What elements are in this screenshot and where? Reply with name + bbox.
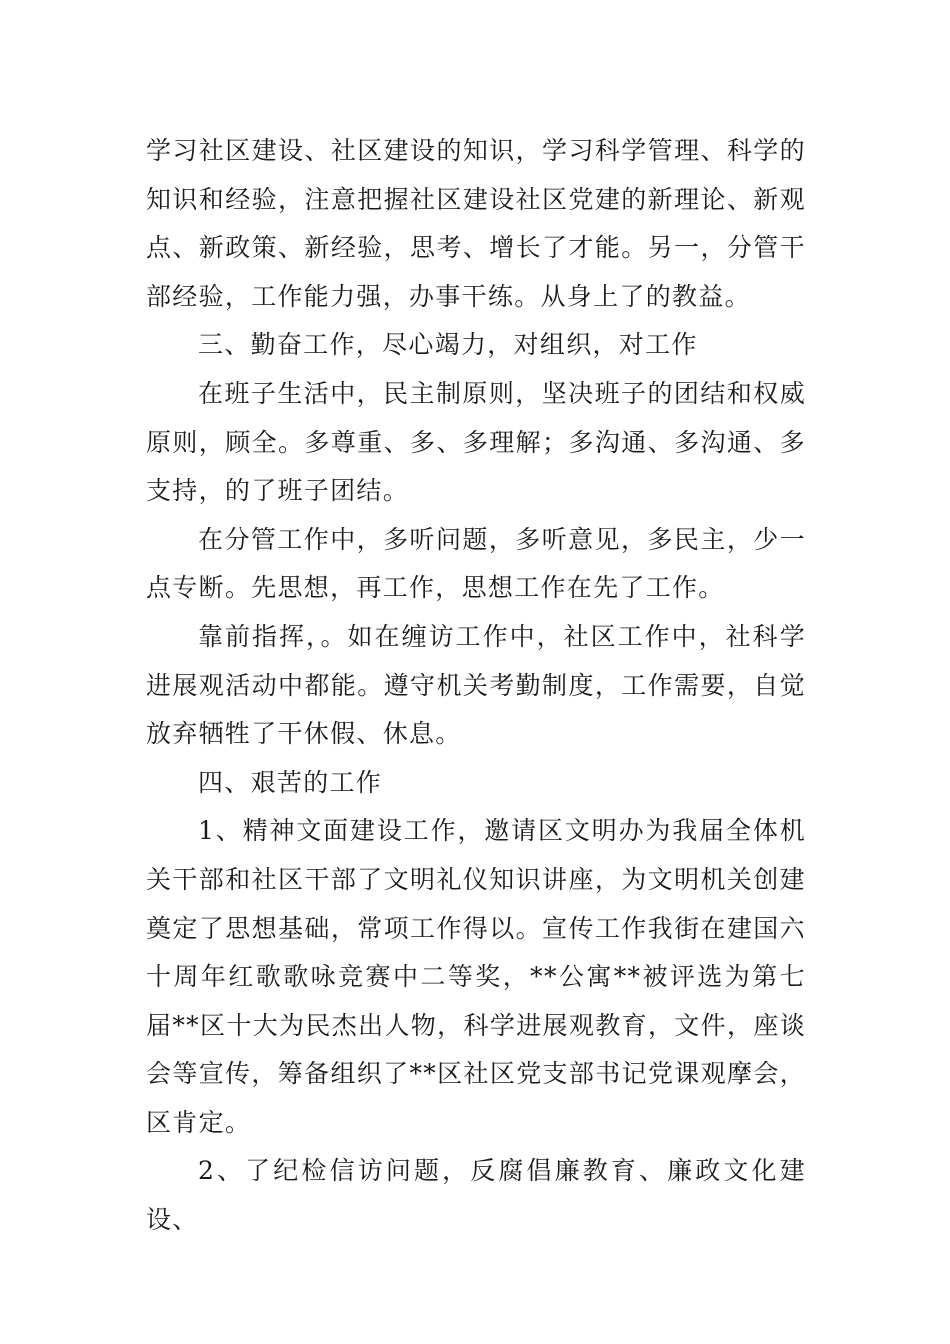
paragraph-item-2: 2、了纪检信访问题，反腐倡廉教育、廉政文化建设、 <box>146 1156 806 1235</box>
heading-section-3: 三、勤奋工作，尽心竭力，对组织，对工作 <box>198 330 698 360</box>
paragraph-command: 靠前指挥，。如在缠访工作中，社区工作中，社科学进展观活动中都能。遵守机关考勤制度，工作需要，自觉放弃牺牲了干休假、休息。 <box>146 621 806 749</box>
heading-section-4: 四、艰苦的工作 <box>198 767 383 797</box>
paragraph-item-1: 1、精神文面建设工作，邀请区文明办为我届全体机关干部和社区干部了文明礼仪知识讲座，为文明机关创建奠定了思想基础，常项工作得以。宣传工作我街在建国六十周年红歌歌咏竞赛中二等奖，**公寓**被评选为第七届**区十大为民杰出人物，科学进展观教育，文件，座谈会等宣传，筹备组织了**区社区党支部书记党课观摩会，区肯定。 <box>146 816 806 1137</box>
paragraph-managed-work: 在分管工作中，多听问题，多听意见，多民主，少一点专断。先思想，再工作，思想工作在先了工作。 <box>146 524 806 603</box>
paragraph-1: 学习社区建设、社区建设的知识，学习科学管理、科学的知识和经验，注意把握社区建设社区党建的新理论、新观点、新政策、新经验，思考、增长了才能。另一，分管干部经验，工作能力强，办事干练。从身上了的教益。 <box>146 136 806 311</box>
document-body <box>146 127 806 1245</box>
paragraph-team-life: 在班子生活中，民主制原则，坚决班子的团结和权威原则，顾全。多尊重、多、多理解；多沟通、多沟通、多支持，的了班子团结。 <box>146 378 806 506</box>
